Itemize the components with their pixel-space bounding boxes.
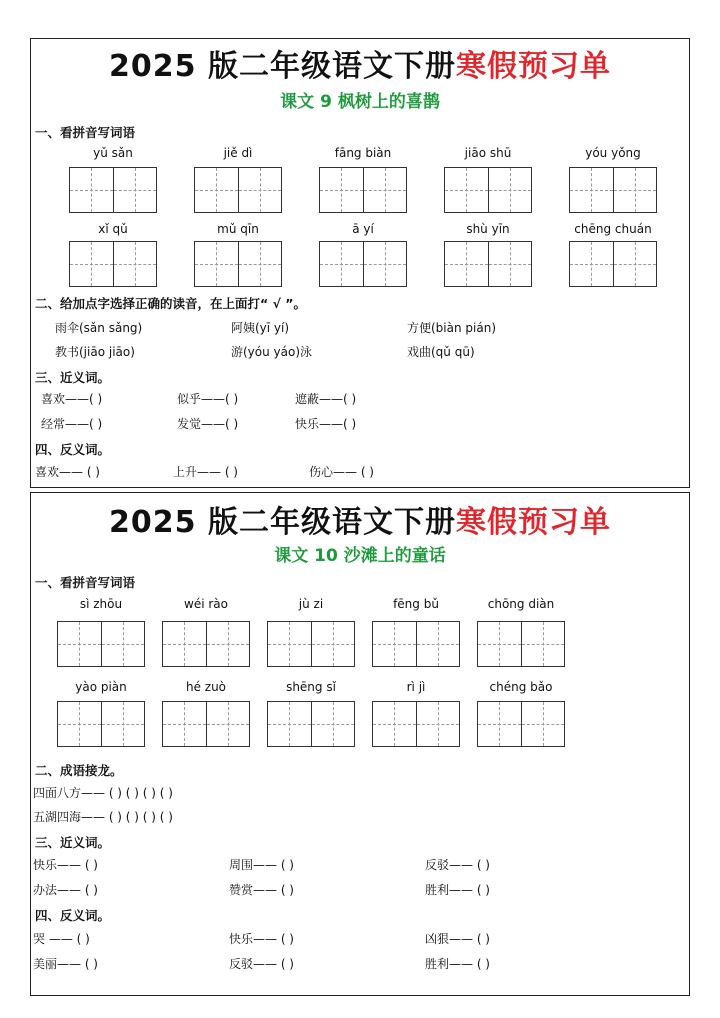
antonym-item[interactable]: 美丽—— ( ) xyxy=(33,957,98,971)
antonym-item[interactable]: 伤心—— ( ) xyxy=(309,465,374,479)
synonym-item[interactable]: 似乎——( ) xyxy=(177,392,239,406)
sheet1-title-highlight: 寒假预习单 xyxy=(455,49,611,84)
reading-choice[interactable]: 游(yóu yáo)泳 xyxy=(231,345,313,359)
pinyin-label: shù yīn xyxy=(466,222,510,236)
writing-grid[interactable] xyxy=(372,701,460,747)
sheet1-section4-heading: 四、反义词。 xyxy=(35,442,111,457)
writing-grid[interactable] xyxy=(569,241,657,287)
pinyin-label: fāng biàn xyxy=(334,146,392,160)
reading-choice[interactable]: 戏曲(qǔ qū) xyxy=(407,345,475,359)
synonym-item[interactable]: 发觉——( ) xyxy=(177,417,239,431)
pinyin-label: yào piàn xyxy=(75,680,127,694)
writing-grid[interactable] xyxy=(267,621,355,667)
synonym-item[interactable]: 赞赏—— ( ) xyxy=(229,883,294,897)
writing-grid[interactable] xyxy=(477,621,565,667)
pinyin-label: jiāo shū xyxy=(464,146,512,160)
pinyin-label: yǔ sǎn xyxy=(93,146,133,160)
sheet1-title-main: 2025 版二年级语文下册 xyxy=(109,49,456,84)
reading-choice[interactable]: 雨伞(sǎn sǎng) xyxy=(55,321,143,335)
writing-grid[interactable] xyxy=(569,167,657,213)
writing-grid[interactable] xyxy=(162,621,250,667)
pinyin-label: ā yí xyxy=(352,222,374,236)
reading-choice[interactable]: 阿姨(yī yí) xyxy=(231,321,290,335)
sheet1-section1-heading: 一、看拼音写词语 xyxy=(35,125,136,140)
antonym-item[interactable]: 上升—— ( ) xyxy=(173,465,238,479)
writing-grid[interactable] xyxy=(194,241,282,287)
antonym-item[interactable]: 胜利—— ( ) xyxy=(425,957,490,971)
sheet2-title-main: 2025 版二年级语文下册 xyxy=(109,505,456,540)
reading-choice[interactable]: 教书(jiāo jiāo) xyxy=(55,345,135,359)
synonym-item[interactable]: 遮蔽——( ) xyxy=(295,392,357,406)
sheet2-title xyxy=(31,497,689,541)
sheet2-section3-heading: 三、近义词。 xyxy=(35,835,111,850)
idiom-chain-row[interactable]: 五湖四海—— ( ) ( ) ( ) ( ) xyxy=(33,810,173,824)
synonym-item[interactable]: 办法—— ( ) xyxy=(33,883,98,897)
worksheet-lesson-10 xyxy=(30,492,690,996)
writing-grid[interactable] xyxy=(444,167,532,213)
pinyin-label: jù zi xyxy=(298,597,324,611)
writing-grid[interactable] xyxy=(477,701,565,747)
pinyin-label: chéng bǎo xyxy=(489,680,553,694)
sheet1-section3-heading: 三、近义词。 xyxy=(35,370,111,385)
sheet2-section4-heading: 四、反义词。 xyxy=(35,908,111,923)
writing-grid[interactable] xyxy=(319,241,407,287)
pinyin-label: hé zuò xyxy=(185,680,227,694)
pinyin-label: xǐ qǔ xyxy=(98,222,128,236)
synonym-item[interactable]: 喜欢——( ) xyxy=(41,392,103,406)
writing-grid[interactable] xyxy=(194,167,282,213)
idiom-chain-row[interactable]: 四面八方—— ( ) ( ) ( ) ( ) xyxy=(33,786,173,800)
writing-grid[interactable] xyxy=(69,241,157,287)
antonym-item[interactable]: 凶狠—— ( ) xyxy=(425,932,490,946)
writing-grid[interactable] xyxy=(69,167,157,213)
reading-choice[interactable]: 方便(biàn pián) xyxy=(407,321,496,335)
writing-grid[interactable] xyxy=(267,701,355,747)
pinyin-label: rì jì xyxy=(406,680,426,694)
antonym-item[interactable]: 喜欢—— ( ) xyxy=(35,465,100,479)
pinyin-label: jiě dì xyxy=(223,146,253,160)
writing-grid[interactable] xyxy=(444,241,532,287)
antonym-item[interactable]: 快乐—— ( ) xyxy=(229,932,294,946)
pinyin-label: fēng bǔ xyxy=(393,597,439,611)
antonym-item[interactable]: 反驳—— ( ) xyxy=(229,957,294,971)
synonym-item[interactable]: 经常——( ) xyxy=(41,417,103,431)
writing-grid[interactable] xyxy=(319,167,407,213)
writing-grid[interactable] xyxy=(162,701,250,747)
pinyin-label: yóu yǒng xyxy=(585,146,641,160)
sheet2-title-highlight: 寒假预习单 xyxy=(455,505,611,540)
pinyin-label: chēng chuán xyxy=(574,222,652,236)
synonym-item[interactable]: 胜利—— ( ) xyxy=(425,883,490,897)
writing-grid[interactable] xyxy=(57,621,145,667)
writing-grid[interactable] xyxy=(372,621,460,667)
synonym-item[interactable]: 快乐——( ) xyxy=(295,417,357,431)
synonym-item[interactable]: 反驳—— ( ) xyxy=(425,858,490,872)
pinyin-label: mǔ qīn xyxy=(217,222,259,236)
pinyin-label: shēng sǐ xyxy=(286,680,336,694)
sheet2-section1-heading: 一、看拼音写词语 xyxy=(35,575,136,590)
writing-grid[interactable] xyxy=(57,701,145,747)
pinyin-label: chōng diàn xyxy=(487,597,555,611)
antonym-item[interactable]: 哭 —— ( ) xyxy=(33,932,90,946)
pinyin-label: wéi rào xyxy=(184,597,228,611)
sheet1-section2-heading: 二、给加点字选择正确的读音，在上面打“ √ ”。 xyxy=(35,296,306,311)
synonym-item[interactable]: 周围—— ( ) xyxy=(229,858,294,872)
worksheet-lesson-9 xyxy=(30,38,690,488)
sheet1-lesson-title: 课文 9 枫树上的喜鹊 xyxy=(280,92,440,112)
synonym-item[interactable]: 快乐—— ( ) xyxy=(33,858,98,872)
sheet2-lesson-title: 课文 10 沙滩上的童话 xyxy=(274,546,446,566)
sheet2-section2-heading: 二、成语接龙。 xyxy=(35,763,123,778)
pinyin-label: sì zhōu xyxy=(79,597,123,611)
sheet1-title xyxy=(31,41,689,85)
